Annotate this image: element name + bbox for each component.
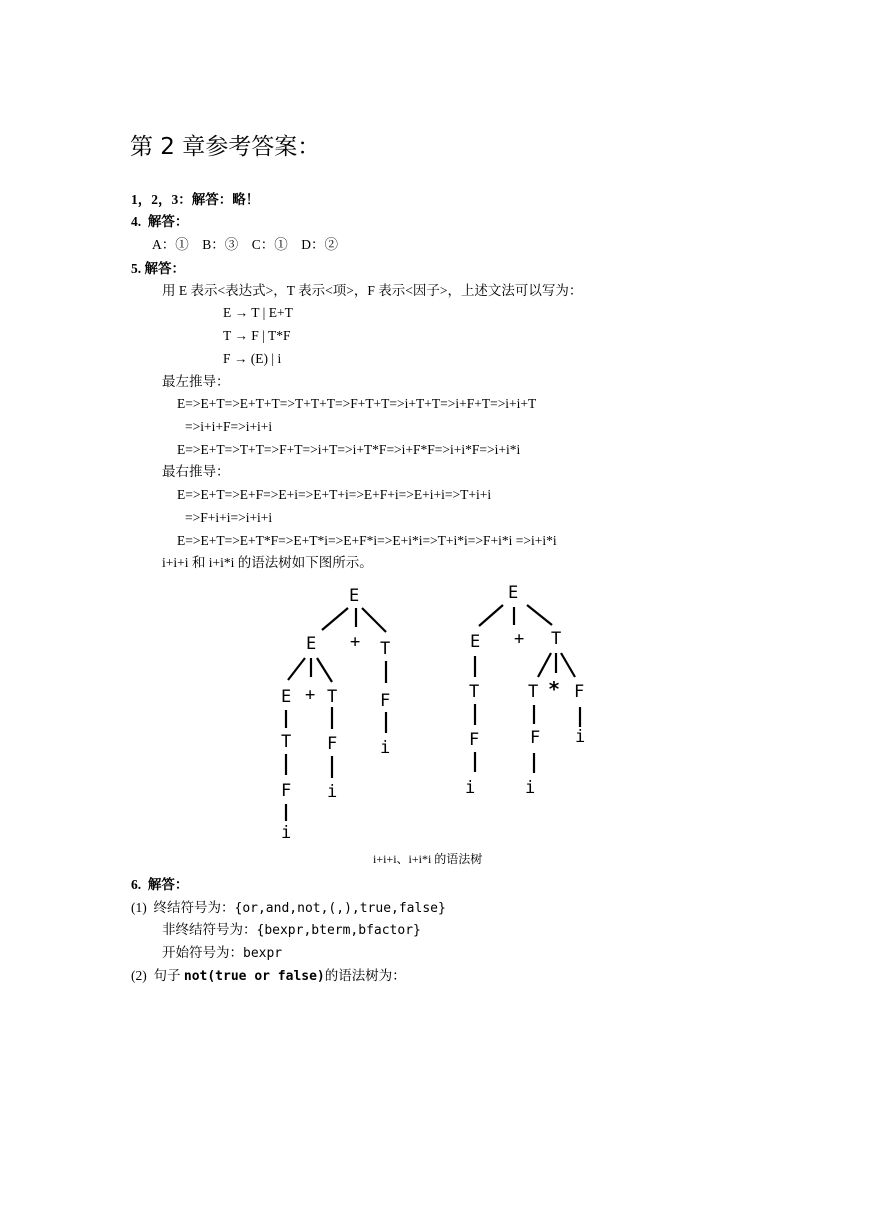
- tree2-node-t: T: [551, 629, 562, 649]
- tree2-node-e: E: [470, 632, 481, 652]
- tree2-node-i: i: [465, 778, 476, 798]
- derivation-line: E=>E+T=>E+T*F=>E+T*i=>E+F*i=>E+i*i=>T+i*i=>F+i*i =>i+i*i: [177, 533, 557, 548]
- tree1-node-plus: +: [350, 632, 361, 652]
- tree1-node-e: E: [281, 687, 292, 707]
- tree1-node-f: F: [281, 781, 292, 801]
- start-symbol-label: 开始符号为：: [162, 945, 243, 960]
- derivation-line: E=>E+T=>E+F=>E+i=>E+T+i=>E+F+i=>E+i+i=>T+i+i: [177, 487, 492, 502]
- tree1-node-i: i: [380, 738, 391, 758]
- tree-intro: i+i+i 和 i+i*i 的语法树如下图所示。: [162, 555, 373, 570]
- tree2-node-plus: +: [514, 629, 525, 649]
- page-title: 第 2 章参考答案：: [130, 134, 321, 160]
- tree1-node-i: i: [281, 823, 292, 843]
- sentence-prefix: 句子: [153, 968, 184, 983]
- start-symbol-value: bexpr: [243, 946, 283, 961]
- nonterminals-line: [162, 922, 421, 939]
- tree2-node-t: T: [528, 682, 539, 702]
- q6-part1: [131, 900, 446, 917]
- grammar-rule: F → (E) | i: [223, 351, 282, 366]
- tree2-labels: [465, 583, 585, 798]
- q5-intro: 用 E 表示<表达式>，T 表示<项>，F 表示<因子>，上述文法可以写为：: [162, 283, 583, 298]
- tree2-node-root: E: [508, 583, 519, 603]
- rightmost-label: 最右推导：: [162, 464, 230, 479]
- tree1-node-f: F: [327, 734, 338, 754]
- tree1-node-root: E: [349, 586, 360, 606]
- grammar-rule: E → T | E+T: [223, 305, 293, 320]
- tree1-node-t: T: [327, 687, 338, 707]
- q4-answers: A：① B：③ C：① D：②: [152, 237, 339, 252]
- derivation-line: =>i+i+F=>i+i+i: [185, 419, 273, 434]
- tree2-node-f: F: [574, 682, 585, 702]
- terminals-value: {or,and,not,(,),true,false}: [234, 901, 446, 916]
- derivation-line: =>F+i+i=>i+i+i: [185, 510, 273, 525]
- tree2-node-f: F: [530, 728, 541, 748]
- tree1-node-plus: +: [305, 685, 316, 705]
- derivation-line: E=>E+T=>E+T+T=>T+T+T=>F+T+T=>i+T+T=>i+F+T=>i+i+T: [177, 396, 537, 411]
- tree2-node-f: F: [469, 730, 480, 750]
- q6-part2: [131, 968, 406, 985]
- tree2-node-i: i: [575, 727, 586, 747]
- part-number: (1): [131, 900, 147, 915]
- tree1-node-e: E: [306, 634, 317, 654]
- tree2-node-i: i: [525, 778, 536, 798]
- grammar-rule: T → F | T*F: [223, 328, 291, 343]
- tree1-node-t: T: [380, 639, 391, 659]
- q4-heading: 4. 解答：: [131, 214, 189, 229]
- nonterminals-label: 非终结符号为：: [162, 922, 257, 937]
- q123-answer: 1，2，3：解答：略！: [131, 192, 260, 207]
- part-number: (2): [131, 968, 147, 983]
- start-symbol-line: [162, 945, 282, 962]
- tree1-node-f: F: [380, 691, 391, 711]
- q5-heading: 5. 解答：: [131, 261, 185, 276]
- tree2-node-star: *: [548, 677, 561, 701]
- leftmost-label: 最左推导：: [162, 374, 230, 389]
- derivation-line: E=>E+T=>T+T=>F+T=>i+T=>i+T*F=>i+F*F=>i+i*F=>i+i*i: [177, 442, 521, 457]
- tree1-node-t: T: [281, 732, 292, 752]
- tree1-labels: [281, 586, 390, 843]
- tree2-node-t: T: [469, 682, 480, 702]
- nonterminals-value: {bexpr,bterm,bfactor}: [256, 923, 421, 938]
- sentence-value: not(true or false): [183, 969, 325, 984]
- tree-caption: i+i+i、i+i*i 的语法树: [373, 852, 483, 866]
- sentence-suffix: 的语法树为：: [324, 968, 406, 983]
- q6-heading: 6. 解答：: [131, 877, 189, 892]
- terminals-label: 终结符号为：: [153, 900, 235, 915]
- tree1-node-i: i: [327, 782, 338, 802]
